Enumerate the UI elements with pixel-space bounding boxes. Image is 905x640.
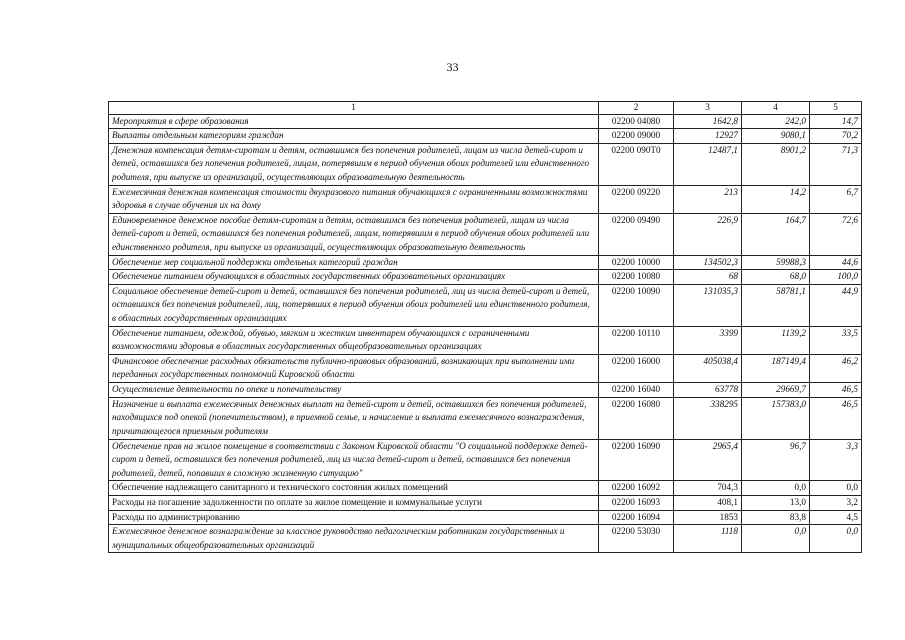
row-value-actual: 1139,2 — [742, 326, 810, 354]
row-value-planned: 68 — [674, 270, 742, 285]
row-value-actual: 242,0 — [742, 114, 810, 129]
row-percent: 6,7 — [810, 185, 862, 213]
row-item-name: Обеспечение питанием обучающихся в областных государственных образовательных организациях — [109, 270, 599, 285]
row-budget-code: 02200 10000 — [599, 255, 674, 270]
table-row — [109, 255, 862, 270]
row-value-actual: 187149,4 — [742, 354, 810, 382]
table-row — [109, 326, 862, 354]
row-percent: 100,0 — [810, 270, 862, 285]
header-col-3: 3 — [674, 102, 742, 115]
row-value-actual: 58781,1 — [742, 284, 810, 326]
row-percent: 0,0 — [810, 481, 862, 496]
header-col-1: 1 — [109, 102, 599, 115]
row-value-actual: 164,7 — [742, 213, 810, 255]
row-percent: 14,7 — [810, 114, 862, 129]
row-value-planned: 338295 — [674, 397, 742, 439]
row-budget-code: 02200 09220 — [599, 185, 674, 213]
row-value-planned: 1118 — [674, 525, 742, 553]
table-row — [109, 185, 862, 213]
row-budget-code: 02200 16094 — [599, 510, 674, 525]
row-value-actual: 68,0 — [742, 270, 810, 285]
row-value-actual: 8901,2 — [742, 143, 810, 185]
table-row — [109, 525, 862, 553]
row-percent: 46,5 — [810, 397, 862, 439]
row-percent: 72,6 — [810, 213, 862, 255]
row-value-planned: 63778 — [674, 383, 742, 398]
row-percent: 3,2 — [810, 495, 862, 510]
row-item-name: Социальное обеспечение детей-сирот и детей, оставшихся без попечения родителей, лиц из числа детей-сирот и детей, оставшихся без попечения родителей, лиц, потерявших в период обучения обоих родителей или единственного родителя, в областных государственных организациях — [109, 284, 599, 326]
table-row — [109, 439, 862, 481]
row-budget-code: 02200 16092 — [599, 481, 674, 496]
row-item-name: Обеспечение питанием, одеждой, обувью, мягким и жестким инвентарем обучающихся с ограниченными возможностями здоровья в областных государственных общеобразовательных организациях — [109, 326, 599, 354]
row-value-planned: 1853 — [674, 510, 742, 525]
row-item-name: Осуществление деятельности по опеке и попечительству — [109, 383, 599, 398]
row-item-name: Расходы по администрированию — [109, 510, 599, 525]
row-percent: 71,3 — [810, 143, 862, 185]
row-value-planned: 12927 — [674, 129, 742, 144]
row-value-planned: 408,1 — [674, 495, 742, 510]
row-budget-code: 02200 10110 — [599, 326, 674, 354]
row-value-planned: 213 — [674, 185, 742, 213]
row-budget-code: 02200 16090 — [599, 439, 674, 481]
row-budget-code: 02200 04080 — [599, 114, 674, 129]
row-budget-code: 02200 16040 — [599, 383, 674, 398]
row-item-name: Денежная компенсация детям-сиротам и детям, оставшимся без попечения родителей, лицам из числа детей-сирот и детей, оставшихся без попечения родителей, лицам, потерявшим в период обучения обоих родителей или единственного родителя, при выпуске из организаций, осуществляющих образовательную деятельность — [109, 143, 599, 185]
table-row — [109, 143, 862, 185]
row-item-name: Мероприятия в сфере образования — [109, 114, 599, 129]
row-item-name: Расходы на погашение задолженности по оплате за жилое помещение и коммунальные услуги — [109, 495, 599, 510]
row-percent: 44,9 — [810, 284, 862, 326]
table-row — [109, 495, 862, 510]
row-percent: 46,5 — [810, 383, 862, 398]
row-budget-code: 02200 16080 — [599, 397, 674, 439]
row-budget-code: 02200 16093 — [599, 495, 674, 510]
row-budget-code: 02200 09490 — [599, 213, 674, 255]
row-value-planned: 3399 — [674, 326, 742, 354]
row-value-actual: 0,0 — [742, 481, 810, 496]
row-value-actual: 14,2 — [742, 185, 810, 213]
row-item-name: Финансовое обеспечение расходных обязательств публично-правовых образований, возникающих при выполнении ими переданных государственных полномочий Кировской области — [109, 354, 599, 382]
table-row — [109, 114, 862, 129]
row-item-name: Назначение и выплата ежемесячных денежных выплат на детей-сирот и детей, оставшихся без попечения родителей, находящихся под опекой (попечительством), в приемной семье, и начисление и выплата ежемесячного вознаграждения, причитающегося приемным родителям — [109, 397, 599, 439]
row-value-planned: 405038,4 — [674, 354, 742, 382]
row-item-name: Обеспечение надлежащего санитарного и технического состояния жилых помещений — [109, 481, 599, 496]
row-item-name: Единовременное денежное пособие детям-сиротам и детям, оставшимся без попечения родителей, лицам из числа детей-сирот и детей, оставшихся без попечения родителей, лицам, потерявшим в период обучения обоих родителей или единственного родителя, при выпуске из организаций, осуществляющих образовательную деятельность — [109, 213, 599, 255]
row-value-actual: 29669,7 — [742, 383, 810, 398]
row-value-planned: 131035,3 — [674, 284, 742, 326]
table-row — [109, 510, 862, 525]
row-value-planned: 1642,8 — [674, 114, 742, 129]
row-value-actual: 13,0 — [742, 495, 810, 510]
row-value-actual: 83,8 — [742, 510, 810, 525]
header-col-4: 4 — [742, 102, 810, 115]
table-row — [109, 397, 862, 439]
row-budget-code: 02200 10090 — [599, 284, 674, 326]
row-item-name: Обеспечение прав на жилое помещение в соответствии с Законом Кировской области "О социальной поддержке детей-сирот и детей, оставшихся без попечения родителей, лиц из числа детей-сирот и детей, оставшихся без попечения родителей, детей, попавших в сложную жизненную ситуацию" — [109, 439, 599, 481]
row-value-planned: 2965,4 — [674, 439, 742, 481]
header-col-5: 5 — [810, 102, 862, 115]
row-value-planned: 704,3 — [674, 481, 742, 496]
table-row — [109, 270, 862, 285]
table-row — [109, 481, 862, 496]
row-percent: 0,0 — [810, 525, 862, 553]
table-row — [109, 284, 862, 326]
row-item-name: Обеспечение мер социальной поддержки отдельных категорий граждан — [109, 255, 599, 270]
row-percent: 46,2 — [810, 354, 862, 382]
row-value-actual: 9080,1 — [742, 129, 810, 144]
row-value-planned: 226,9 — [674, 213, 742, 255]
table-row — [109, 383, 862, 398]
table-row — [109, 213, 862, 255]
row-percent: 44,6 — [810, 255, 862, 270]
row-budget-code: 02200 16000 — [599, 354, 674, 382]
row-value-actual: 59988,3 — [742, 255, 810, 270]
header-col-2: 2 — [599, 102, 674, 115]
row-value-planned: 134502,3 — [674, 255, 742, 270]
row-value-planned: 12487,1 — [674, 143, 742, 185]
page-number: 33 — [446, 60, 459, 74]
row-budget-code: 02200 090Т0 — [599, 143, 674, 185]
row-item-name: Выплаты отдельным категориям граждан — [109, 129, 599, 144]
row-value-actual: 157383,0 — [742, 397, 810, 439]
table-header-row — [109, 102, 862, 115]
table-body — [109, 114, 862, 553]
row-percent: 70,2 — [810, 129, 862, 144]
row-percent: 4,5 — [810, 510, 862, 525]
row-budget-code: 02200 09000 — [599, 129, 674, 144]
row-item-name: Ежемесячное денежное вознаграждение за классное руководство педагогическим работникам государственных и муниципальных общеобразовательных организаций — [109, 525, 599, 553]
row-budget-code: 02200 10080 — [599, 270, 674, 285]
row-item-name: Ежемесячная денежная компенсация стоимости двухразового питания обучающихся с ограниченными возможностями здоровья в случае обучения их на дому — [109, 185, 599, 213]
row-value-actual: 0,0 — [742, 525, 810, 553]
row-percent: 33,5 — [810, 326, 862, 354]
table-row — [109, 129, 862, 144]
table-row — [109, 354, 862, 382]
budget-table — [108, 101, 862, 553]
row-value-actual: 96,7 — [742, 439, 810, 481]
row-percent: 3,3 — [810, 439, 862, 481]
row-budget-code: 02200 53030 — [599, 525, 674, 553]
